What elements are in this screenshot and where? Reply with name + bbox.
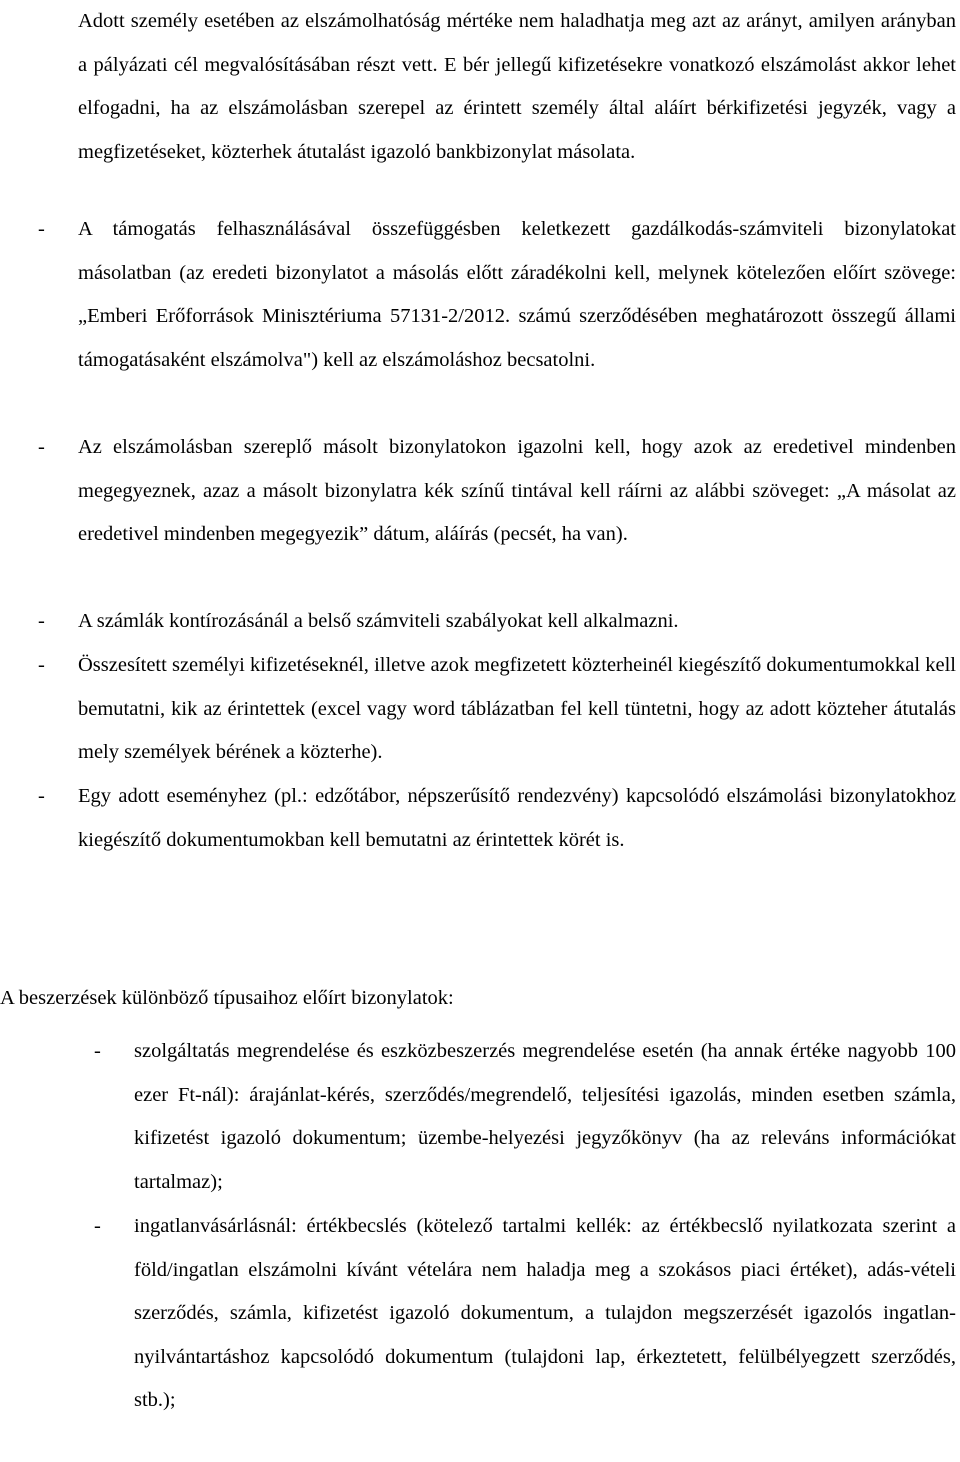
list-item-text: A támogatás felhasználásával összefüggésben keletkezett gazdálkodás-számviteli bizonylatokat másolatban (az eredeti bizonylatot a másolás előtt záradékolni kell, melynek kötelezően előírt szövege: „Emberi Erőforrások Minisztériuma 57131-2/2012. számú szerződésében meghatározott összegű állami támogatásaként elszámolva") kell az elszámoláshoz becsatolni. — [78, 218, 956, 371]
list-marker: - — [94, 1040, 101, 1062]
intro-paragraph: Adott személy esetében az elszámolhatóság mértéke nem haladhatja meg azt az arányt, amilyen arányban a pályázati cél megvalósításában részt vett. E bér jellegű kifizetésekre vonatkozó elszámolást akkor lehet elfogadni, ha az elszámolásban szerepel az érintett személy által aláírt bérkifizetési jegyzék, vagy a megfizetéseket, közterhek átutalást igazoló bankbizonylat másolata. — [78, 10, 956, 163]
list-item — [38, 600, 956, 644]
list-item-text: A számlák kontírozásánál a belső számviteli szabályokat kell alkalmazni. — [78, 610, 679, 632]
list-item-text: Az elszámolásban szereplő másolt bizonylatokon igazolni kell, hogy azok az eredetivel mindenben megegyeznek, azaz a másolt bizonylatra kék színű tintával kell ráírni az alábbi szöveget: „A másolat az eredetivel mindenben megegyezik” dátum, aláírás (pecsét, ha van). — [78, 436, 956, 546]
list-item-text: ingatlanvásárlásnál: értékbecslés (kötelező tartalmi kellék: az értékbecslő nyilatkozata szerint a föld/ingatlan elszámolni kívánt vételára nem haladja meg a szokásos piaci értéket), adás-vételi szerződés, számla, kifizetést igazoló dokumentum, a tulajdon megszerzését igazolós ingatlan-nyilvántartáshoz kapcsolódó dokumentum (tulajdoni lap, érkeztetett, felülbélyegzett szerződés, stb.); — [134, 1215, 956, 1412]
list-marker: - — [94, 1215, 101, 1237]
list-item — [94, 1030, 956, 1204]
list-item-text: Egy adott eseményhez (pl.: edzőtábor, népszerűsítő rendezvény) kapcsolódó elszámolási bizonylatokhoz kiegészítő dokumentumokban kell bemutatni az érintettek körét is. — [78, 785, 956, 851]
list-marker: - — [38, 218, 45, 240]
list-item — [38, 426, 956, 557]
list-marker: - — [38, 785, 45, 807]
list-marker: - — [38, 436, 45, 458]
list-item-text: Összesített személyi kifizetéseknél, illetve azok megfizetett közterheinél kiegészítő dokumentumokkal kell bemutatni, kik az érintettek (excel vagy word táblázatban fel kell tüntetni, hogy az adott közteher átutalás mely személyek bérének a közterhe). — [78, 654, 956, 764]
list-item — [94, 1205, 956, 1423]
section-heading: A beszerzések különböző típusaihoz előírt bizonylatok: — [0, 987, 454, 1009]
list-item — [38, 208, 956, 382]
list-item — [38, 644, 956, 775]
list-item-text: szolgáltatás megrendelése és eszközbeszerzés megrendelése esetén (ha annak értéke nagyobb 100 ezer Ft-nál): árajánlat-kérés, szerződés/megrendelő, teljesítési igazolás, minden esetben számla, kifizetést igazoló dokumentum; üzembe-helyezési jegyzőkönyv (ha az releváns információkat tartalmaz); — [134, 1040, 956, 1193]
list-marker: - — [38, 610, 45, 632]
list-marker: - — [38, 654, 45, 676]
list-item — [38, 775, 956, 862]
